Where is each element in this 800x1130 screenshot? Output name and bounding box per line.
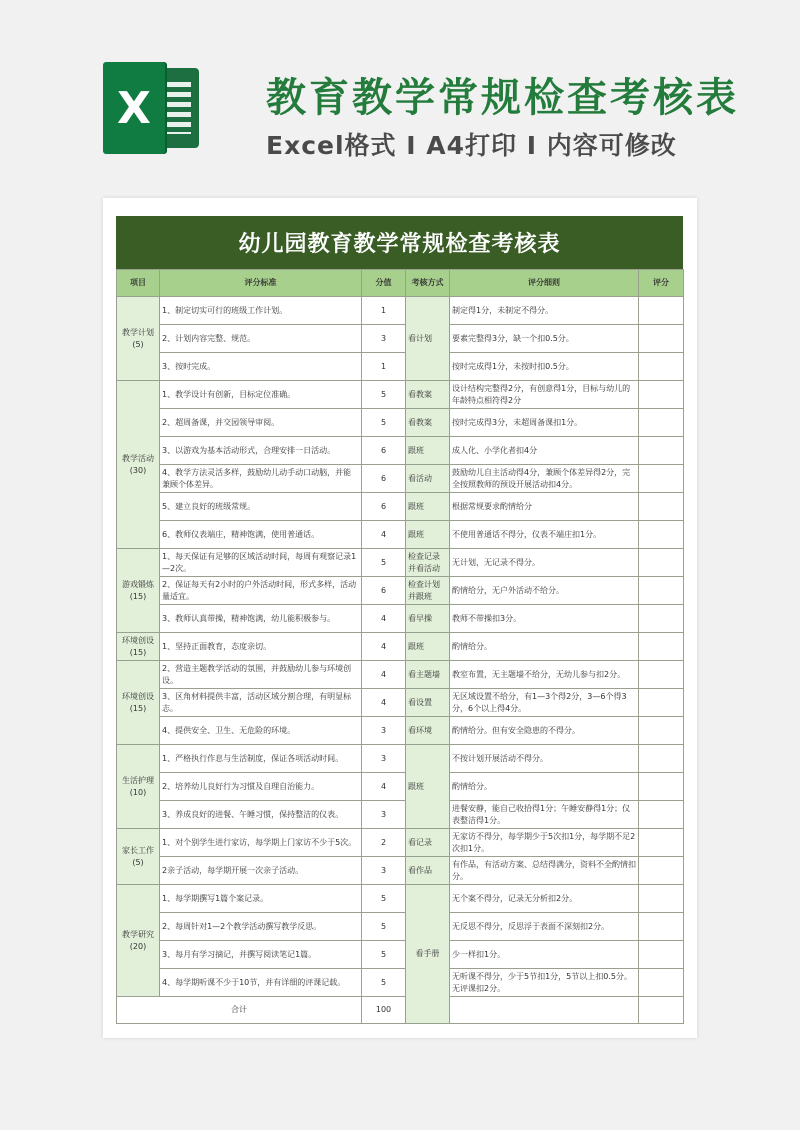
table-row bbox=[117, 969, 684, 997]
rating-cell[interactable] bbox=[639, 773, 684, 801]
table-row bbox=[117, 605, 684, 633]
rating-cell[interactable] bbox=[639, 829, 684, 857]
table-row bbox=[117, 437, 684, 465]
rating-cell[interactable] bbox=[639, 913, 684, 941]
score-cell: 4 bbox=[362, 661, 406, 689]
table-row bbox=[117, 353, 684, 381]
header-cell: 评分标准 bbox=[160, 270, 362, 297]
rating-cell[interactable] bbox=[639, 997, 684, 1024]
criterion-cell: 1、教学设计有创新，目标定位准确。 bbox=[160, 381, 362, 409]
detail-cell: 无反思不得分，反思浮于表面不深刻扣2分。 bbox=[450, 913, 639, 941]
rating-cell[interactable] bbox=[639, 381, 684, 409]
group-label: 家长工作 (5) bbox=[117, 829, 160, 885]
score-cell: 3 bbox=[362, 325, 406, 353]
criterion-cell: 5、建立良好的班级常规。 bbox=[160, 493, 362, 521]
table-row bbox=[117, 801, 684, 829]
score-cell: 3 bbox=[362, 745, 406, 773]
criterion-cell: 2、营造主题教学活动的氛围，并鼓励幼儿参与环境创设。 bbox=[160, 661, 362, 689]
table-row bbox=[117, 297, 684, 325]
group-label: 环境创设 (15) bbox=[117, 661, 160, 745]
table-row bbox=[117, 493, 684, 521]
criterion-cell: 3、教师认真带操，精神饱满，幼儿能积极参与。 bbox=[160, 605, 362, 633]
score-cell: 3 bbox=[362, 717, 406, 745]
table-row bbox=[117, 409, 684, 437]
score-cell: 3 bbox=[362, 857, 406, 885]
rating-cell[interactable] bbox=[639, 717, 684, 745]
detail-cell: 教室布置，无主题墙不给分，无幼儿参与扣2分。 bbox=[450, 661, 639, 689]
score-cell: 3 bbox=[362, 801, 406, 829]
excel-logo-letter: X bbox=[103, 62, 165, 154]
table-row bbox=[117, 633, 684, 661]
rating-cell[interactable] bbox=[639, 297, 684, 325]
detail-cell: 少一样扣1分。 bbox=[450, 941, 639, 969]
total-label: 合计 bbox=[117, 997, 362, 1024]
criterion-cell: 1、制定切实可行的班级工作计划。 bbox=[160, 297, 362, 325]
table-row bbox=[117, 381, 684, 409]
score-cell: 4 bbox=[362, 521, 406, 549]
score-cell: 6 bbox=[362, 577, 406, 605]
detail-cell: 制定得1分，未制定不得分。 bbox=[450, 297, 639, 325]
header-cell: 分值 bbox=[362, 270, 406, 297]
criterion-cell: 2、超周备课，并交园领导审阅。 bbox=[160, 409, 362, 437]
criterion-cell: 3、以游戏为基本活动形式，合理安排一日活动。 bbox=[160, 437, 362, 465]
detail-cell: 教师不带操扣3分。 bbox=[450, 605, 639, 633]
method-cell: 跟班 bbox=[406, 493, 450, 521]
header-cell: 考核方式 bbox=[406, 270, 450, 297]
score-cell: 1 bbox=[362, 353, 406, 381]
method-cell: 跟班 bbox=[406, 745, 450, 829]
header-cell: 项目 bbox=[117, 270, 160, 297]
group-label: 教学计划 (5) bbox=[117, 297, 160, 381]
detail-cell: 酌情给分。 bbox=[450, 633, 639, 661]
score-cell: 5 bbox=[362, 941, 406, 969]
criterion-cell: 2、每周针对1—2个教学活动撰写教学反思。 bbox=[160, 913, 362, 941]
excel-logo-icon bbox=[103, 62, 201, 154]
detail-cell: 成人化、小学化者扣4分 bbox=[450, 437, 639, 465]
score-cell: 5 bbox=[362, 969, 406, 997]
score-cell: 6 bbox=[362, 465, 406, 493]
table-row bbox=[117, 661, 684, 689]
group-label: 教学研究 (20) bbox=[117, 885, 160, 997]
rating-cell[interactable] bbox=[639, 801, 684, 829]
rating-cell[interactable] bbox=[639, 549, 684, 577]
table-row bbox=[117, 885, 684, 913]
criterion-cell: 3、区角材料提供丰富，活动区域分割合理，有明显标志。 bbox=[160, 689, 362, 717]
detail-cell: 无家访不得分，每学期少于5次扣1分，每学期不足2次扣1分。 bbox=[450, 829, 639, 857]
detail-cell: 要素完整得3分，缺一个扣0.5分。 bbox=[450, 325, 639, 353]
criterion-cell: 1、坚持正面教育，态度亲切。 bbox=[160, 633, 362, 661]
criterion-cell: 3、按时完成。 bbox=[160, 353, 362, 381]
method-cell: 跟班 bbox=[406, 521, 450, 549]
score-cell: 6 bbox=[362, 493, 406, 521]
rating-cell[interactable] bbox=[639, 745, 684, 773]
detail-cell: 根据常规要求酌情给分 bbox=[450, 493, 639, 521]
score-cell: 5 bbox=[362, 381, 406, 409]
score-cell: 4 bbox=[362, 605, 406, 633]
criterion-cell: 1、对个别学生进行家访，每学期上门家访不少于5次。 bbox=[160, 829, 362, 857]
table-row bbox=[117, 521, 684, 549]
rating-cell[interactable] bbox=[639, 353, 684, 381]
table-row bbox=[117, 913, 684, 941]
method-cell: 跟班 bbox=[406, 437, 450, 465]
criterion-cell: 3、每月有学习摘记，并撰写阅读笔记1篇。 bbox=[160, 941, 362, 969]
rating-cell[interactable] bbox=[639, 521, 684, 549]
detail-cell: 酌情给分。但有安全隐患的不得分。 bbox=[450, 717, 639, 745]
detail-cell: 无个案不得分，记录无分析扣2分。 bbox=[450, 885, 639, 913]
total-value: 100 bbox=[362, 997, 406, 1024]
detail-cell: 鼓励幼儿自主活动得4分，兼顾个体差异得2分，完全按照教师的预设开展活动扣4分。 bbox=[450, 465, 639, 493]
table-row bbox=[117, 549, 684, 577]
table-row bbox=[117, 941, 684, 969]
table-row bbox=[117, 717, 684, 745]
score-cell: 5 bbox=[362, 409, 406, 437]
banner-subtitle: Excel格式 I A4打印 I 内容可修改 bbox=[266, 131, 677, 160]
method-cell: 看主题墙 bbox=[406, 661, 450, 689]
criterion-cell: 2、保证每天有2小时的户外活动时间，形式多样，活动量适宜。 bbox=[160, 577, 362, 605]
rating-cell[interactable] bbox=[639, 493, 684, 521]
detail-cell: 不按计划开展活动不得分。 bbox=[450, 745, 639, 773]
detail-cell: 按时完成得3分，未超周备课扣1分。 bbox=[450, 409, 639, 437]
criterion-cell: 4、提供安全、卫生、无危险的环境。 bbox=[160, 717, 362, 745]
method-cell: 检查记录并看活动 bbox=[406, 549, 450, 577]
method-cell: 看设置 bbox=[406, 689, 450, 717]
method-cell: 看环境 bbox=[406, 717, 450, 745]
group-label: 生活护理 (10) bbox=[117, 745, 160, 829]
rating-cell[interactable] bbox=[639, 605, 684, 633]
method-cell: 跟班 bbox=[406, 633, 450, 661]
table-row bbox=[117, 465, 684, 493]
rating-cell[interactable] bbox=[639, 465, 684, 493]
rating-cell[interactable] bbox=[639, 941, 684, 969]
method-cell: 看活动 bbox=[406, 465, 450, 493]
assessment-table bbox=[116, 269, 684, 1024]
header-row bbox=[117, 270, 684, 297]
method-cell: 看作品 bbox=[406, 857, 450, 885]
method-cell: 检查计划并跟班 bbox=[406, 577, 450, 605]
method-cell: 看计划 bbox=[406, 297, 450, 381]
score-cell: 4 bbox=[362, 689, 406, 717]
score-cell: 2 bbox=[362, 829, 406, 857]
detail-cell: 无区域设置不给分，有1—3个得2分，3—6个得3分，6个以上得4分。 bbox=[450, 689, 639, 717]
criterion-cell: 1、每学期撰写1篇个案记录。 bbox=[160, 885, 362, 913]
table-row bbox=[117, 829, 684, 857]
method-cell: 看教案 bbox=[406, 409, 450, 437]
detail-cell: 无计划，无记录不得分。 bbox=[450, 549, 639, 577]
detail-cell: 进餐安静，能自己收拾得1分；午睡安静得1分；仪表整洁得1分。 bbox=[450, 801, 639, 829]
criterion-cell: 6、教师仪表端庄，精神饱满，使用普通话。 bbox=[160, 521, 362, 549]
rating-cell[interactable] bbox=[639, 969, 684, 997]
rating-cell[interactable] bbox=[639, 325, 684, 353]
detail-cell bbox=[450, 997, 639, 1024]
table-row bbox=[117, 689, 684, 717]
criterion-cell: 1、每天保证有足够的区域活动时间，每周有观察记录1—2次。 bbox=[160, 549, 362, 577]
rating-cell[interactable] bbox=[639, 885, 684, 913]
total-row bbox=[117, 997, 684, 1024]
method-cell: 看早操 bbox=[406, 605, 450, 633]
sheet-title: 幼儿园教育教学常规检查考核表 bbox=[116, 216, 683, 269]
detail-cell: 酌情给分。 bbox=[450, 773, 639, 801]
rating-cell[interactable] bbox=[639, 661, 684, 689]
table-row bbox=[117, 773, 684, 801]
detail-cell: 有作品，有活动方案、总结得满分，资料不全酌情扣分。 bbox=[450, 857, 639, 885]
criterion-cell: 4、每学期听课不少于10节，并有详细的评课记载。 bbox=[160, 969, 362, 997]
detail-cell: 无听课不得分，少于5节扣1分，5节以上扣0.5分。无评课扣2分。 bbox=[450, 969, 639, 997]
table-row bbox=[117, 745, 684, 773]
criterion-cell: 2、计划内容完整、规范。 bbox=[160, 325, 362, 353]
detail-cell: 不使用普通话不得分，仪表不端庄扣1分。 bbox=[450, 521, 639, 549]
table-row bbox=[117, 857, 684, 885]
method-cell: 看教案 bbox=[406, 381, 450, 409]
banner-title: 教育教学常规检查考核表 bbox=[266, 75, 739, 121]
score-cell: 5 bbox=[362, 549, 406, 577]
detail-cell: 酌情给分，无户外活动不给分。 bbox=[450, 577, 639, 605]
criterion-cell: 4、教学方法灵活多样，鼓励幼儿动手动口动脑，并能兼顾个体差异。 bbox=[160, 465, 362, 493]
criterion-cell: 2、培养幼儿良好行为习惯及自理自治能力。 bbox=[160, 773, 362, 801]
criterion-cell: 3、养成良好的进餐、午睡习惯，保持整洁的仪表。 bbox=[160, 801, 362, 829]
method-cell: 看手册 bbox=[406, 885, 450, 1024]
rating-cell[interactable] bbox=[639, 857, 684, 885]
rating-cell[interactable] bbox=[639, 633, 684, 661]
criterion-cell: 1、严格执行作息与生活制度，保证各项活动时间。 bbox=[160, 745, 362, 773]
method-cell: 看记录 bbox=[406, 829, 450, 857]
score-cell: 4 bbox=[362, 633, 406, 661]
group-label: 游戏锻炼 (15) bbox=[117, 549, 160, 633]
rating-cell[interactable] bbox=[639, 437, 684, 465]
table-row bbox=[117, 325, 684, 353]
rating-cell[interactable] bbox=[639, 409, 684, 437]
score-cell: 1 bbox=[362, 297, 406, 325]
header-cell: 评分细则 bbox=[450, 270, 639, 297]
detail-cell: 按时完成得1分，未按时扣0.5分。 bbox=[450, 353, 639, 381]
score-cell: 5 bbox=[362, 885, 406, 913]
rating-cell[interactable] bbox=[639, 577, 684, 605]
criterion-cell: 2亲子活动，每学期开展一次亲子活动。 bbox=[160, 857, 362, 885]
rating-cell[interactable] bbox=[639, 689, 684, 717]
score-cell: 5 bbox=[362, 913, 406, 941]
group-label: 环境创设 (15) bbox=[117, 633, 160, 661]
detail-cell: 设计结构完整得2分，有创意得1分，目标与幼儿的年龄特点相符得2分 bbox=[450, 381, 639, 409]
score-cell: 6 bbox=[362, 437, 406, 465]
group-label: 教学活动 (30) bbox=[117, 381, 160, 549]
header-cell: 评分 bbox=[639, 270, 684, 297]
table-row bbox=[117, 577, 684, 605]
score-cell: 4 bbox=[362, 773, 406, 801]
